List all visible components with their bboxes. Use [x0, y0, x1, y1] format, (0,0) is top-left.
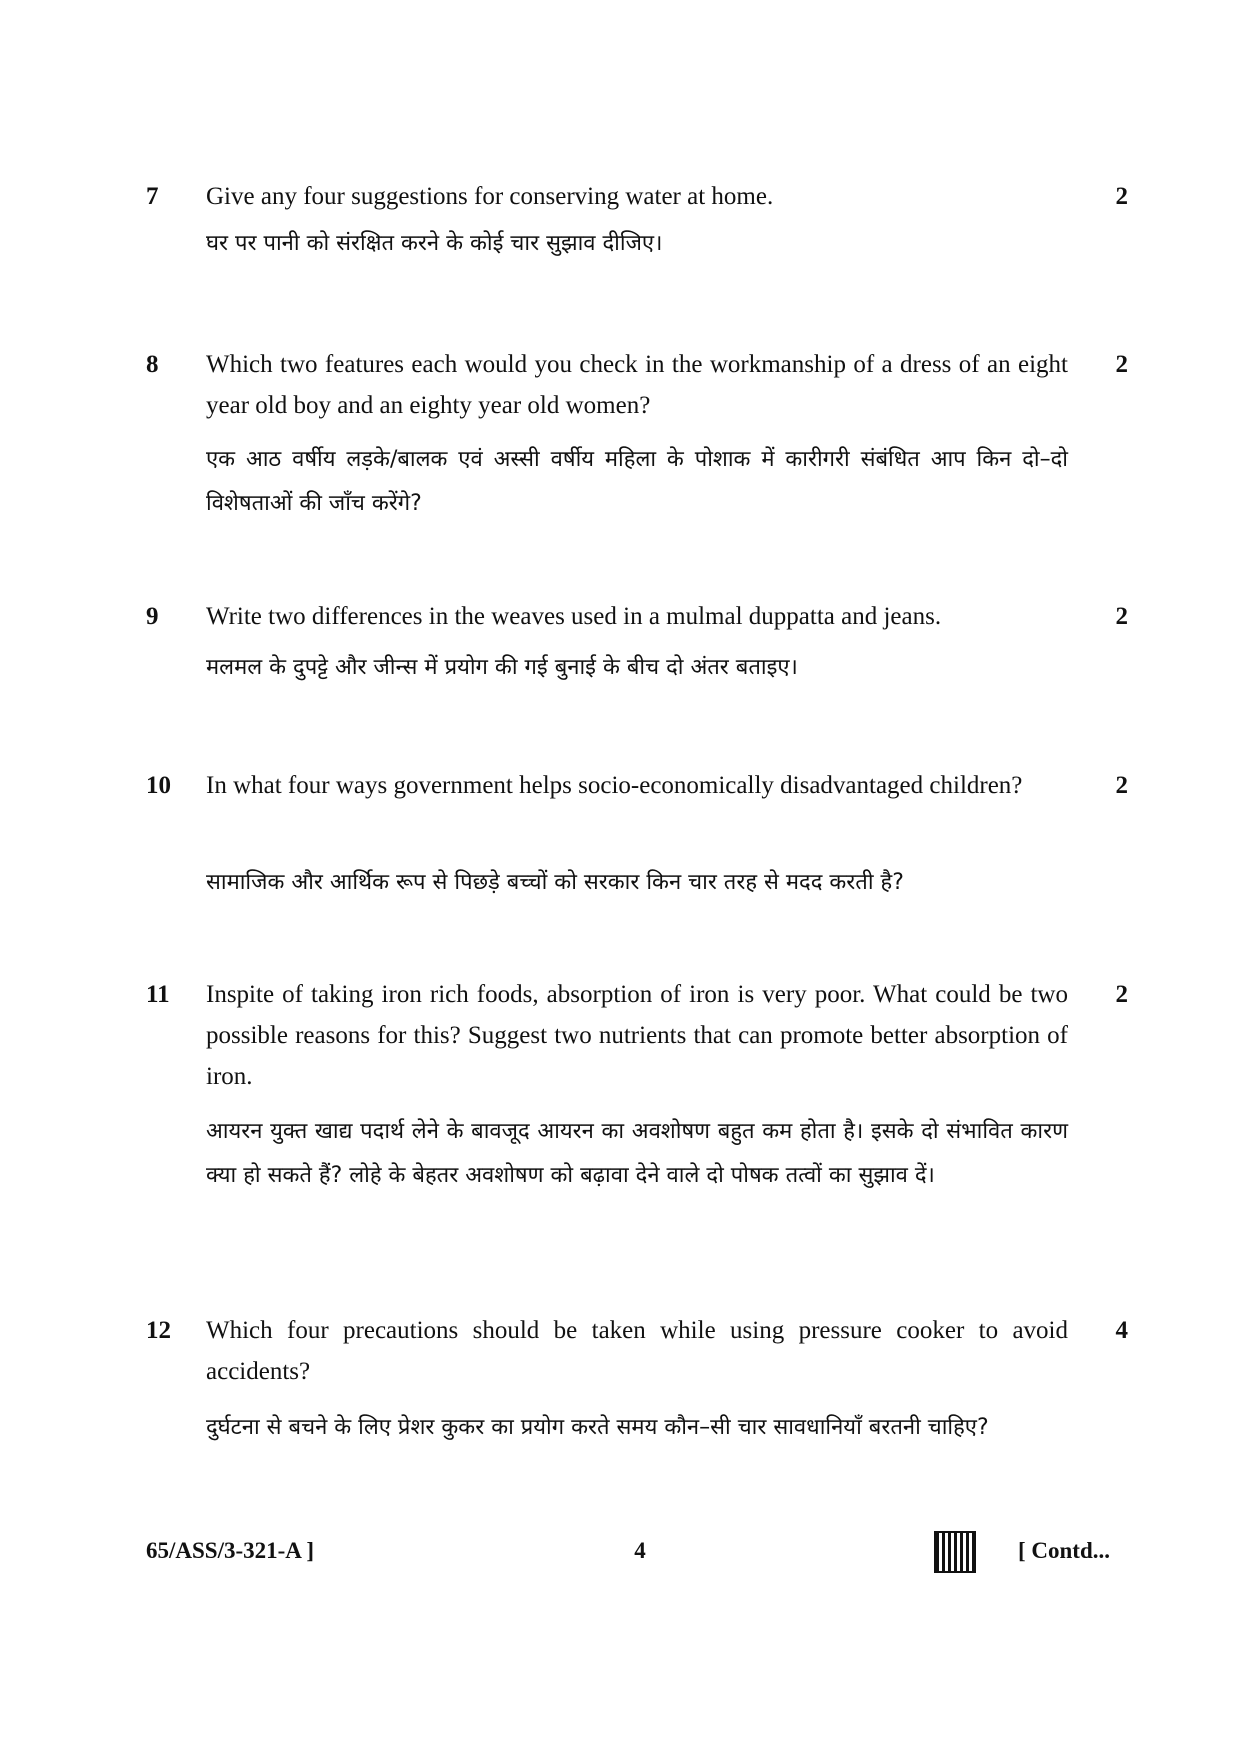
- question-text-hindi: घर पर पानी को संरक्षित करने के कोई चार सुझाव दीजिए।: [206, 231, 663, 256]
- continued-label: [ Contd...: [1018, 1538, 1111, 1563]
- question-marks: 2: [1115, 603, 1128, 630]
- question-text-hindi: सामाजिक और आर्थिक रूप से पिछड़े बच्चों को सरकार किन चार तरह से मदद करती है?: [206, 870, 904, 895]
- question-text-hindi: दुर्घटना से बचने के लिए प्रेशर कुकर का प्रयोग करते समय कौन–सी चार सावधानियाँ बरतनी चाहिए?: [206, 1415, 989, 1440]
- question-text-english: Inspite of taking iron rich foods, absorption of iron is very poor. What could be two possible reasons for this? Suggest two nutrients that can promote better absorption of iron.: [206, 981, 1068, 1090]
- question-marks: 2: [1115, 351, 1128, 378]
- question-text-hindi: एक आठ वर्षीय लड़के/बालक एवं अस्सी वर्षीय महिला के पोशाक में कारीगरी संबंधित आप किन दो–दो विशेषताओं की जाँच करेंगे?: [206, 447, 1068, 516]
- question-text-english: In what four ways government helps socio-economically disadvantaged children?: [206, 772, 1023, 799]
- question-text-english: Which two features each would you check in the workmanship of a dress of an eight year old boy and an eighty year old women?: [206, 351, 1068, 419]
- question-marks: 2: [1115, 183, 1128, 210]
- question-number: 9: [146, 603, 159, 630]
- question-marks: 2: [1115, 772, 1128, 799]
- question-number: 8: [146, 351, 159, 378]
- question-number: 10: [146, 772, 171, 799]
- page-footer: [0, 1529, 1240, 1573]
- page-number: 4: [634, 1538, 646, 1563]
- question-text-hindi: मलमल के दुपट्टे और जीन्स में प्रयोग की गई बुनाई के बीच दो अंतर बताइए।: [206, 655, 798, 680]
- question-text-hindi: आयरन युक्त खाद्य पदार्थ लेने के बावजूद आयरन का अवशोषण बहुत कम होता है। इसके दो संभावित कारण क्या हो सकते हैं? लोहे के बेहतर अवशोषण को बढ़ावा देने वाले दो पोषक तत्वों का सुझाव दें।: [206, 1119, 1068, 1188]
- question-marks: 2: [1115, 981, 1128, 1008]
- question-text-english: Give any four suggestions for conserving water at home.: [206, 183, 774, 210]
- question-text-english: Write two differences in the weaves used in a mulmal duppatta and jeans.: [206, 603, 942, 630]
- qr-code-icon: [934, 1531, 976, 1573]
- question-marks: 4: [1115, 1317, 1128, 1344]
- paper-code: 65/ASS/3-321-A ]: [146, 1538, 315, 1563]
- question-number: 7: [146, 183, 159, 210]
- question-text-english: Which four precautions should be taken while using pressure cooker to avoid accidents?: [206, 1317, 1068, 1385]
- question-number: 11: [146, 981, 170, 1008]
- question-number: 12: [146, 1317, 171, 1344]
